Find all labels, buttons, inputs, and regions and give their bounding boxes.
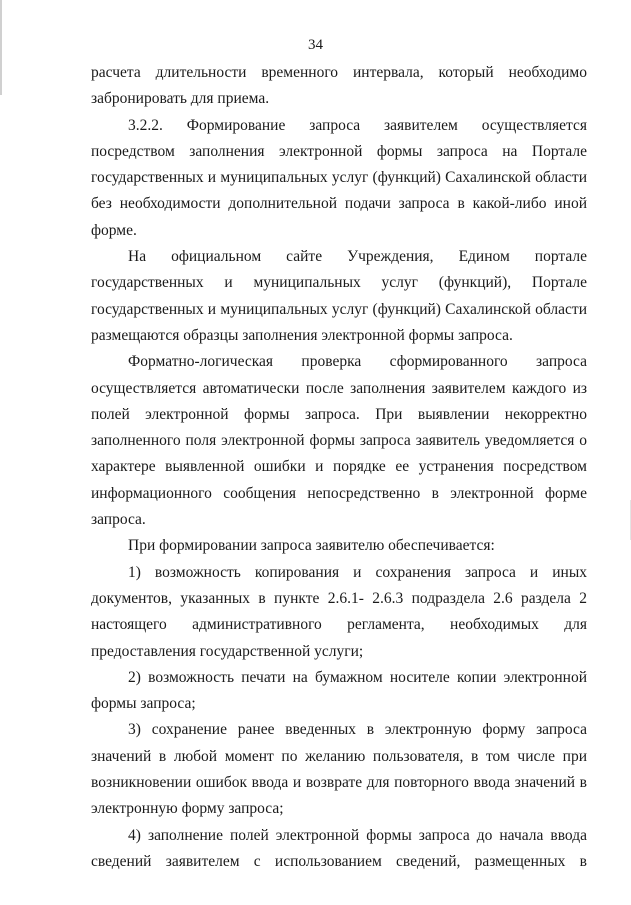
list-item-4: 4) заполнение полей электронной формы запроса до начала ввода сведений заявителем с использованием сведений, размещенных в bbox=[91, 826, 587, 870]
paragraph-official-site: На официальном сайте Учреждения, Едином портале государственных и муниципальных услуг (функций), Портале государственных и муниципальных услуг (функций) Сахалинской области размещаются образцы заполнения электронной формы запроса. bbox=[91, 248, 587, 344]
page-number: 34 bbox=[308, 37, 323, 53]
document-body bbox=[91, 60, 587, 875]
paragraph-provided-list-intro: При формировании запроса заявителю обеспечивается: bbox=[128, 537, 495, 555]
paragraph-3-2-2: 3.2.2. Формирование запроса заявителем осуществляется посредством заполнения электронной формы запроса на Портале государственных и муниципальных услуг (функций) Сахалинской области без необходимости дополнительной подачи запроса в какой-либо иной форме. bbox=[91, 116, 587, 239]
list-item-2: 2) возможность печати на бумажном носителе копии электронной формы запроса; bbox=[91, 668, 587, 713]
paragraph-format-check: Форматно-логическая проверка сформированного запроса осуществляется автоматически после заполнения заявителем каждого из полей электронной формы запроса. При выявлении некорректно заполненного поля электронной формы запроса заявитель уведомляется о характере выявленной ошибки и порядке ее устранения посредством информационного сообщения непосредственно в электронной форме запроса. bbox=[91, 353, 587, 529]
list-item-1: 1) возможность копирования и сохранения запроса и иных документов, указанных в пункте 2.6.1- 2.6.3 подраздела 2.6 раздела 2 настоящего административного регламента, необходимых для предоставления государственной услуги; bbox=[91, 563, 587, 660]
paragraph-continuation: расчета длительности временного интервала, который необходимо забронировать для приема. bbox=[91, 64, 587, 108]
list-item-3: 3) сохранение ранее введенных в электронную форму запроса значений в любой момент по желанию пользователя, в том числе при возникновении ошибок ввода и возврате для повторного ввода значений в электронную форму запроса; bbox=[91, 721, 587, 818]
